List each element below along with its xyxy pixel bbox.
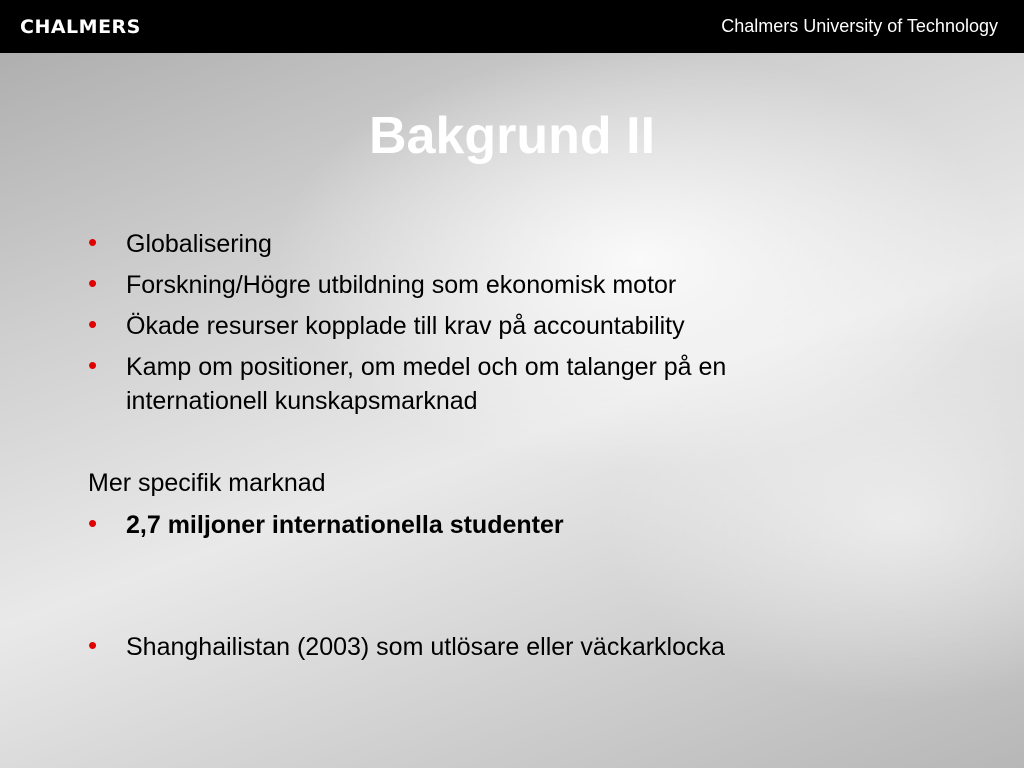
bullet-icon: • [88, 350, 98, 380]
bullet-text-forskning: Forskning/Högre utbildning som ekonomisk motor [126, 271, 677, 299]
bullet-icon: • [88, 268, 98, 298]
bullet-text-kamp-line2: internationell kunskapsmarknad [126, 387, 478, 415]
bullet-text-resurser: Ökade resurser kopplade till krav på accountability [126, 312, 685, 340]
subheading: Mer specifik marknad [88, 469, 326, 497]
bullet-icon: • [88, 508, 98, 538]
bullet-icon: • [88, 630, 98, 660]
bullet-icon: • [88, 227, 98, 257]
bullet-text-kamp-line1: Kamp om positioner, om medel och om talanger på en [126, 353, 727, 381]
bullet-icon: • [88, 309, 98, 339]
bullet-text-shanghai: Shanghailistan (2003) som utlösare eller väckarklocka [126, 633, 725, 661]
organization-name: Chalmers University of Technology [721, 16, 998, 36]
slide-title: Bakgrund II [368, 107, 656, 165]
header-bar [0, 0, 1024, 53]
bullet-text-studenter: 2,7 miljoner internationella studenter [126, 511, 564, 539]
chalmers-logo: CHALMERS [20, 16, 141, 38]
bullet-text-globalisering: Globalisering [126, 230, 272, 258]
